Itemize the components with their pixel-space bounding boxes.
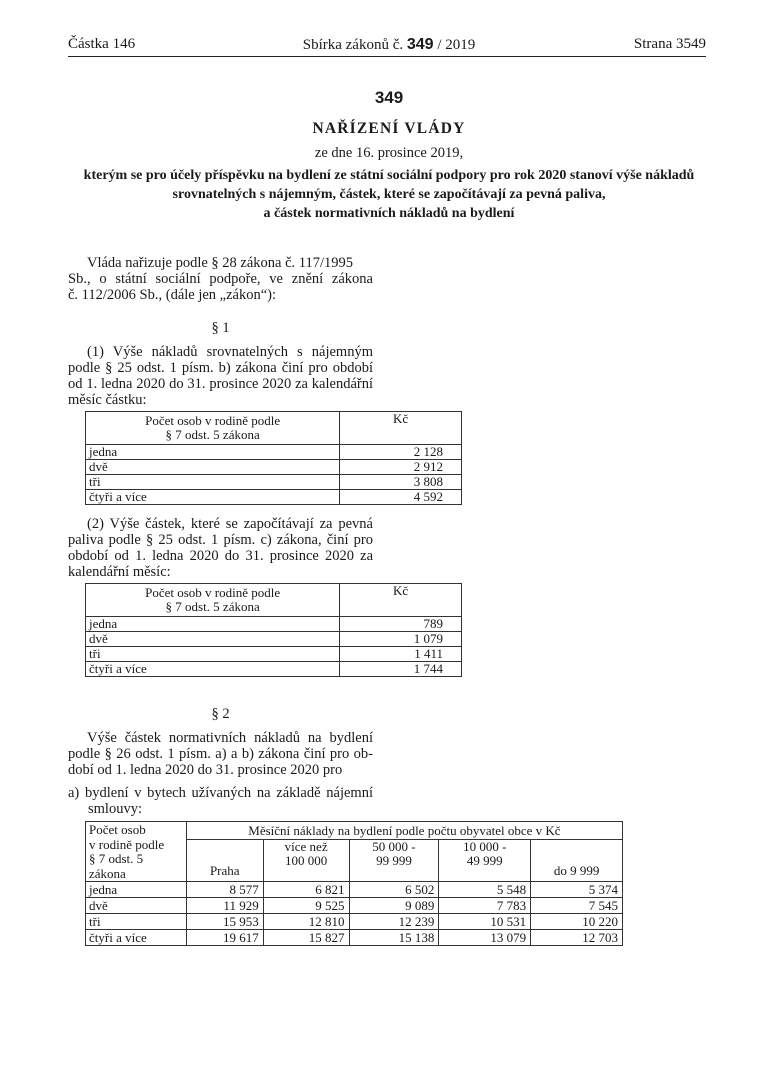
header-text: 10 000 - — [463, 839, 507, 855]
header-text: v rodině podle — [89, 836, 165, 852]
s1-p1-line: měsíc částku: — [68, 392, 147, 408]
s2-p-line: podle § 26 odst. 1 písm. a) a b) zákona činí pro ob- — [68, 746, 373, 762]
row-value: 10 531 — [439, 914, 531, 930]
row-value: 12 703 — [531, 930, 623, 946]
subtitle-line: kterým se pro účely příspěvku na bydlení ze státní sociální podpory pro rok 2020 stanoví výše nákladů — [83, 168, 695, 183]
s2-item-a-line: smlouvy: — [88, 801, 142, 817]
row-value: 11 929 — [186, 898, 263, 914]
header-text: Počet osob — [89, 822, 146, 837]
table-normative-costs — [85, 821, 623, 946]
table-row — [86, 898, 623, 914]
table-row — [86, 617, 462, 632]
header-text: 100 000 — [284, 853, 328, 869]
table-row — [86, 914, 623, 930]
table-row — [86, 647, 462, 662]
header-collection-number: 349 — [406, 36, 434, 53]
s1-p1-line: (1) Výše nákladů srovnatelných s nájemným — [87, 344, 373, 360]
header-cell-praha — [186, 840, 263, 882]
row-label: tři — [86, 647, 340, 662]
row-value: 15 138 — [349, 930, 439, 946]
header-text: 99 999 — [376, 853, 412, 869]
table-rent-costs — [85, 411, 462, 505]
row-value: 5 374 — [531, 882, 623, 898]
row-value: 7 545 — [531, 898, 623, 914]
s1-p2-line: kalendářní měsíc: — [68, 564, 171, 580]
header-cell-persons — [86, 822, 187, 882]
header-text: § 7 odst. 5 zákona — [165, 427, 260, 442]
table-solid-fuel — [85, 583, 462, 677]
header-cell-50000-99999 — [349, 840, 439, 882]
header-group-monthly-costs: Měsíční náklady na bydlení podle počtu obyvatel obce v Kč — [186, 822, 622, 840]
row-value: 2 128 — [340, 445, 462, 460]
section-1-heading: § 1 — [211, 320, 230, 336]
header-rule — [68, 56, 706, 57]
header-cell-up-to-9999 — [531, 840, 623, 882]
row-label: čtyři a více — [86, 662, 340, 677]
s2-item-a-line: a) bydlení v bytech užívaných na základě nájemní — [68, 785, 373, 801]
header-part: Částka 146 — [68, 36, 136, 52]
header-text: § 7 odst. 5 zákona — [165, 599, 260, 614]
row-label: dvě — [86, 632, 340, 647]
doc-subtitle — [0, 166, 778, 223]
s2-p-line: dobí od 1. ledna 2020 do 31. prosince 2020 pro — [68, 762, 343, 778]
header-text: zákona — [89, 865, 126, 881]
header-text: 49 999 — [466, 853, 503, 869]
row-value: 2 912 — [340, 460, 462, 475]
row-value: 9 525 — [263, 898, 349, 914]
subtitle-line: a částek normativních nákladů na bydlení — [263, 206, 515, 221]
row-label: čtyři a více — [86, 490, 340, 505]
row-label: dvě — [86, 898, 187, 914]
header-cell-kc: Kč — [340, 412, 462, 445]
header-text: více než — [284, 839, 328, 855]
doc-number: 349 — [374, 88, 404, 107]
header-text: § 7 odst. 5 — [89, 851, 144, 866]
header-cell-persons — [86, 412, 340, 445]
row-value: 8 577 — [186, 882, 263, 898]
table-row — [86, 445, 462, 460]
s2-p-line: Výše částek normativních nákladů na bydlení — [87, 730, 373, 746]
header-cell-kc: Kč — [340, 584, 462, 617]
row-label: čtyři a více — [86, 930, 187, 946]
row-value: 19 617 — [186, 930, 263, 946]
header-text: do 9 999 — [553, 863, 600, 878]
header-page: Strana 3549 — [633, 36, 706, 52]
table-row — [86, 662, 462, 677]
header-text: Praha — [209, 863, 240, 878]
row-value: 1 079 — [340, 632, 462, 647]
header-cell-10000-49999 — [439, 840, 531, 882]
table-row — [86, 632, 462, 647]
table-header-row — [86, 822, 623, 840]
row-value: 1 411 — [340, 647, 462, 662]
row-value: 5 548 — [439, 882, 531, 898]
doc-title: NAŘÍZENÍ VLÁDY — [312, 120, 466, 137]
row-value: 7 783 — [439, 898, 531, 914]
table-row — [86, 460, 462, 475]
row-label: jedna — [86, 882, 187, 898]
row-value: 4 592 — [340, 490, 462, 505]
row-label: jedna — [86, 445, 340, 460]
row-label: tři — [86, 475, 340, 490]
s1-p1-line: od 1. ledna 2020 do 31. prosince 2020 za kalendářní — [68, 376, 373, 392]
header-cell-persons — [86, 584, 340, 617]
s1-p2-line: paliva podle § 25 odst. 1 písm. c) zákona, činí pro — [68, 532, 373, 548]
row-value: 12 810 — [263, 914, 349, 930]
row-value: 6 821 — [263, 882, 349, 898]
table-row — [86, 475, 462, 490]
intro-line: Vláda nařizuje podle § 28 zákona č. 117/1995 — [87, 255, 354, 271]
row-value: 789 — [340, 617, 462, 632]
header-text: 50 000 - — [372, 839, 416, 855]
row-label: tři — [86, 914, 187, 930]
row-value: 13 079 — [439, 930, 531, 946]
row-value: 12 239 — [349, 914, 439, 930]
row-value: 1 744 — [340, 662, 462, 677]
subtitle-line: srovnatelných s nájemným, částek, které se započítávají za pevná paliva, — [172, 187, 606, 202]
row-value: 6 502 — [349, 882, 439, 898]
s1-p2-line: (2) Výše částek, které se započítávají za pevná — [87, 516, 373, 532]
table-row — [86, 490, 462, 505]
row-value: 15 953 — [186, 914, 263, 930]
intro-line: Sb., o státní sociální podpoře, ve znění zákona — [68, 271, 373, 287]
row-value: 10 220 — [531, 914, 623, 930]
row-value: 9 089 — [349, 898, 439, 914]
row-label: jedna — [86, 617, 340, 632]
table-header-row — [86, 412, 462, 445]
header-collection-year: / 2019 — [437, 37, 476, 53]
row-value: 3 808 — [340, 475, 462, 490]
table-row — [86, 882, 623, 898]
section-2-heading: § 2 — [211, 706, 230, 722]
s1-p1-line: podle § 25 odst. 1 písm. b) zákona činí pro období — [68, 360, 373, 376]
header-text: Počet osob v rodině podle — [145, 585, 281, 600]
header-cell-over-100000 — [263, 840, 349, 882]
row-value: 15 827 — [263, 930, 349, 946]
intro-line: č. 112/2006 Sb., (dále jen „zákon“): — [68, 287, 277, 303]
header-collection-label: Sbírka zákonů č. — [302, 37, 404, 53]
table-header-row — [86, 584, 462, 617]
doc-date: ze dne 16. prosince 2019, — [314, 145, 464, 161]
header-text: Počet osob v rodině podle — [145, 413, 281, 428]
table-row — [86, 930, 623, 946]
row-label: dvě — [86, 460, 340, 475]
s1-p2-line: období od 1. ledna 2020 do 31. prosince 2020 za — [68, 548, 373, 564]
